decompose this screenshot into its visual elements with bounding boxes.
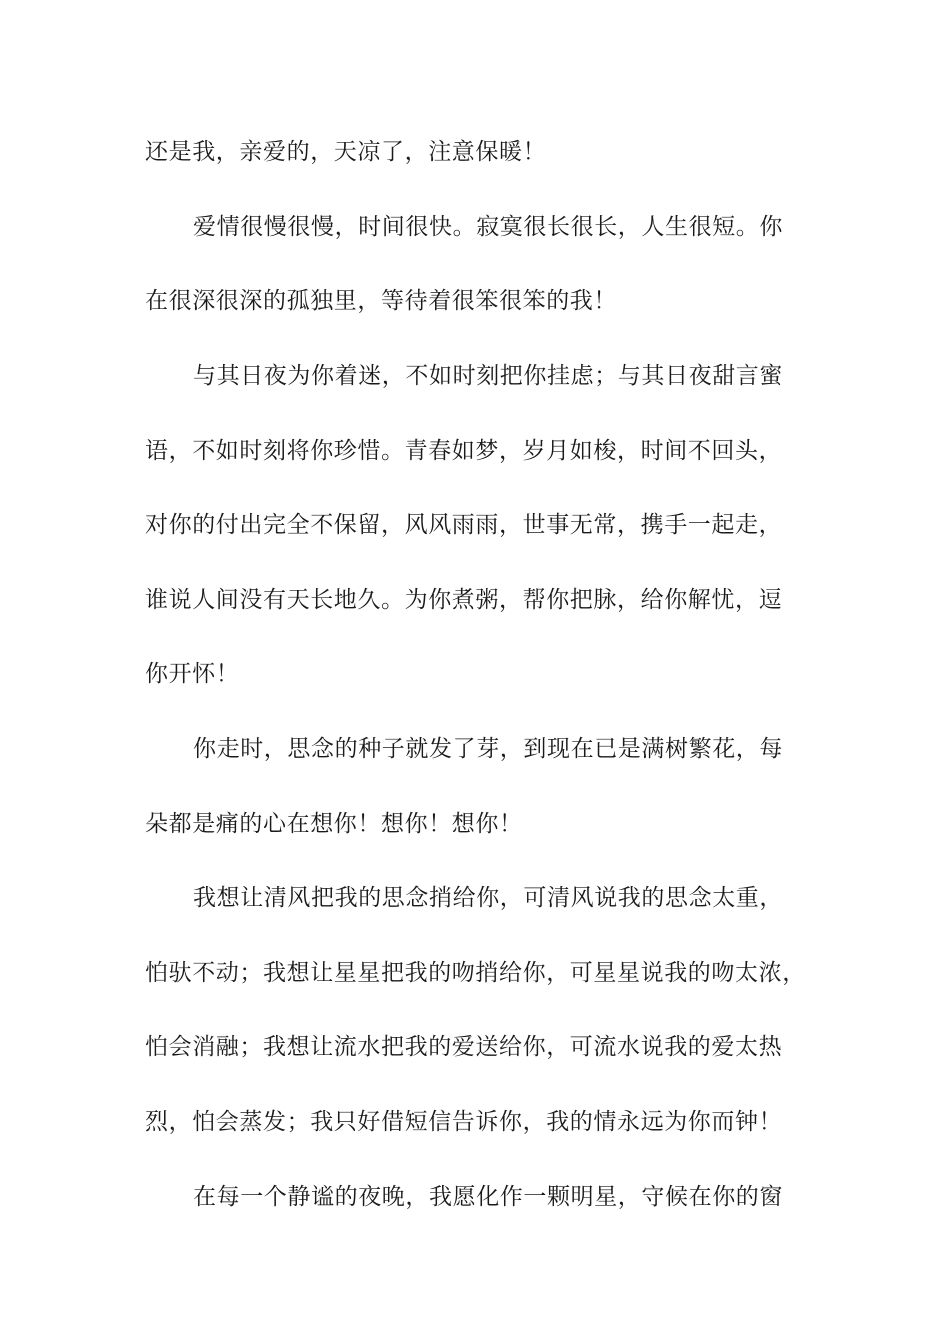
text-line: 对你的付出完全不保留，风风雨雨，世事无常，携手一起走， xyxy=(145,512,783,538)
text-line: 谁说人间没有天长地久。为你煮粥，帮你把脉，给你解忧，逗 xyxy=(145,587,783,613)
text-line: 我想让清风把我的思念捎给你，可清风说我的思念太重， xyxy=(193,885,783,911)
text-line: 你走时，思念的种子就发了芽，到现在已是满树繁花，每 xyxy=(193,736,783,762)
text-line: 怕驮不动；我想让星星把我的吻捎给你，可星星说我的吻太浓， xyxy=(145,960,806,986)
text-line: 朵都是痛的心在想你！想你！想你！ xyxy=(145,811,523,837)
text-line: 与其日夜为你着迷，不如时刻把你挂虑；与其日夜甜言蜜 xyxy=(193,363,783,389)
text-line: 爱情很慢很慢，时间很快。寂寞很长很长，人生很短。你 xyxy=(193,214,783,240)
text-line: 怕会消融；我想让流水把我的爱送给你，可流水说我的爱太热 xyxy=(145,1034,783,1060)
text-line: 还是我，亲爱的，天凉了，注意保暖！ xyxy=(145,139,547,165)
text-line: 在每一个静谧的夜晚，我愿化作一颗明星，守候在你的窗 xyxy=(193,1184,783,1210)
text-line: 你开怀！ xyxy=(145,661,240,687)
text-line: 在很深很深的孤独里，等待着很笨很笨的我！ xyxy=(145,288,617,314)
text-line: 烈，怕会蒸发；我只好借短信告诉你，我的情永远为你而钟！ xyxy=(145,1109,783,1135)
text-line: 语，不如时刻将你珍惜。青春如梦，岁月如梭，时间不回头， xyxy=(145,438,783,464)
